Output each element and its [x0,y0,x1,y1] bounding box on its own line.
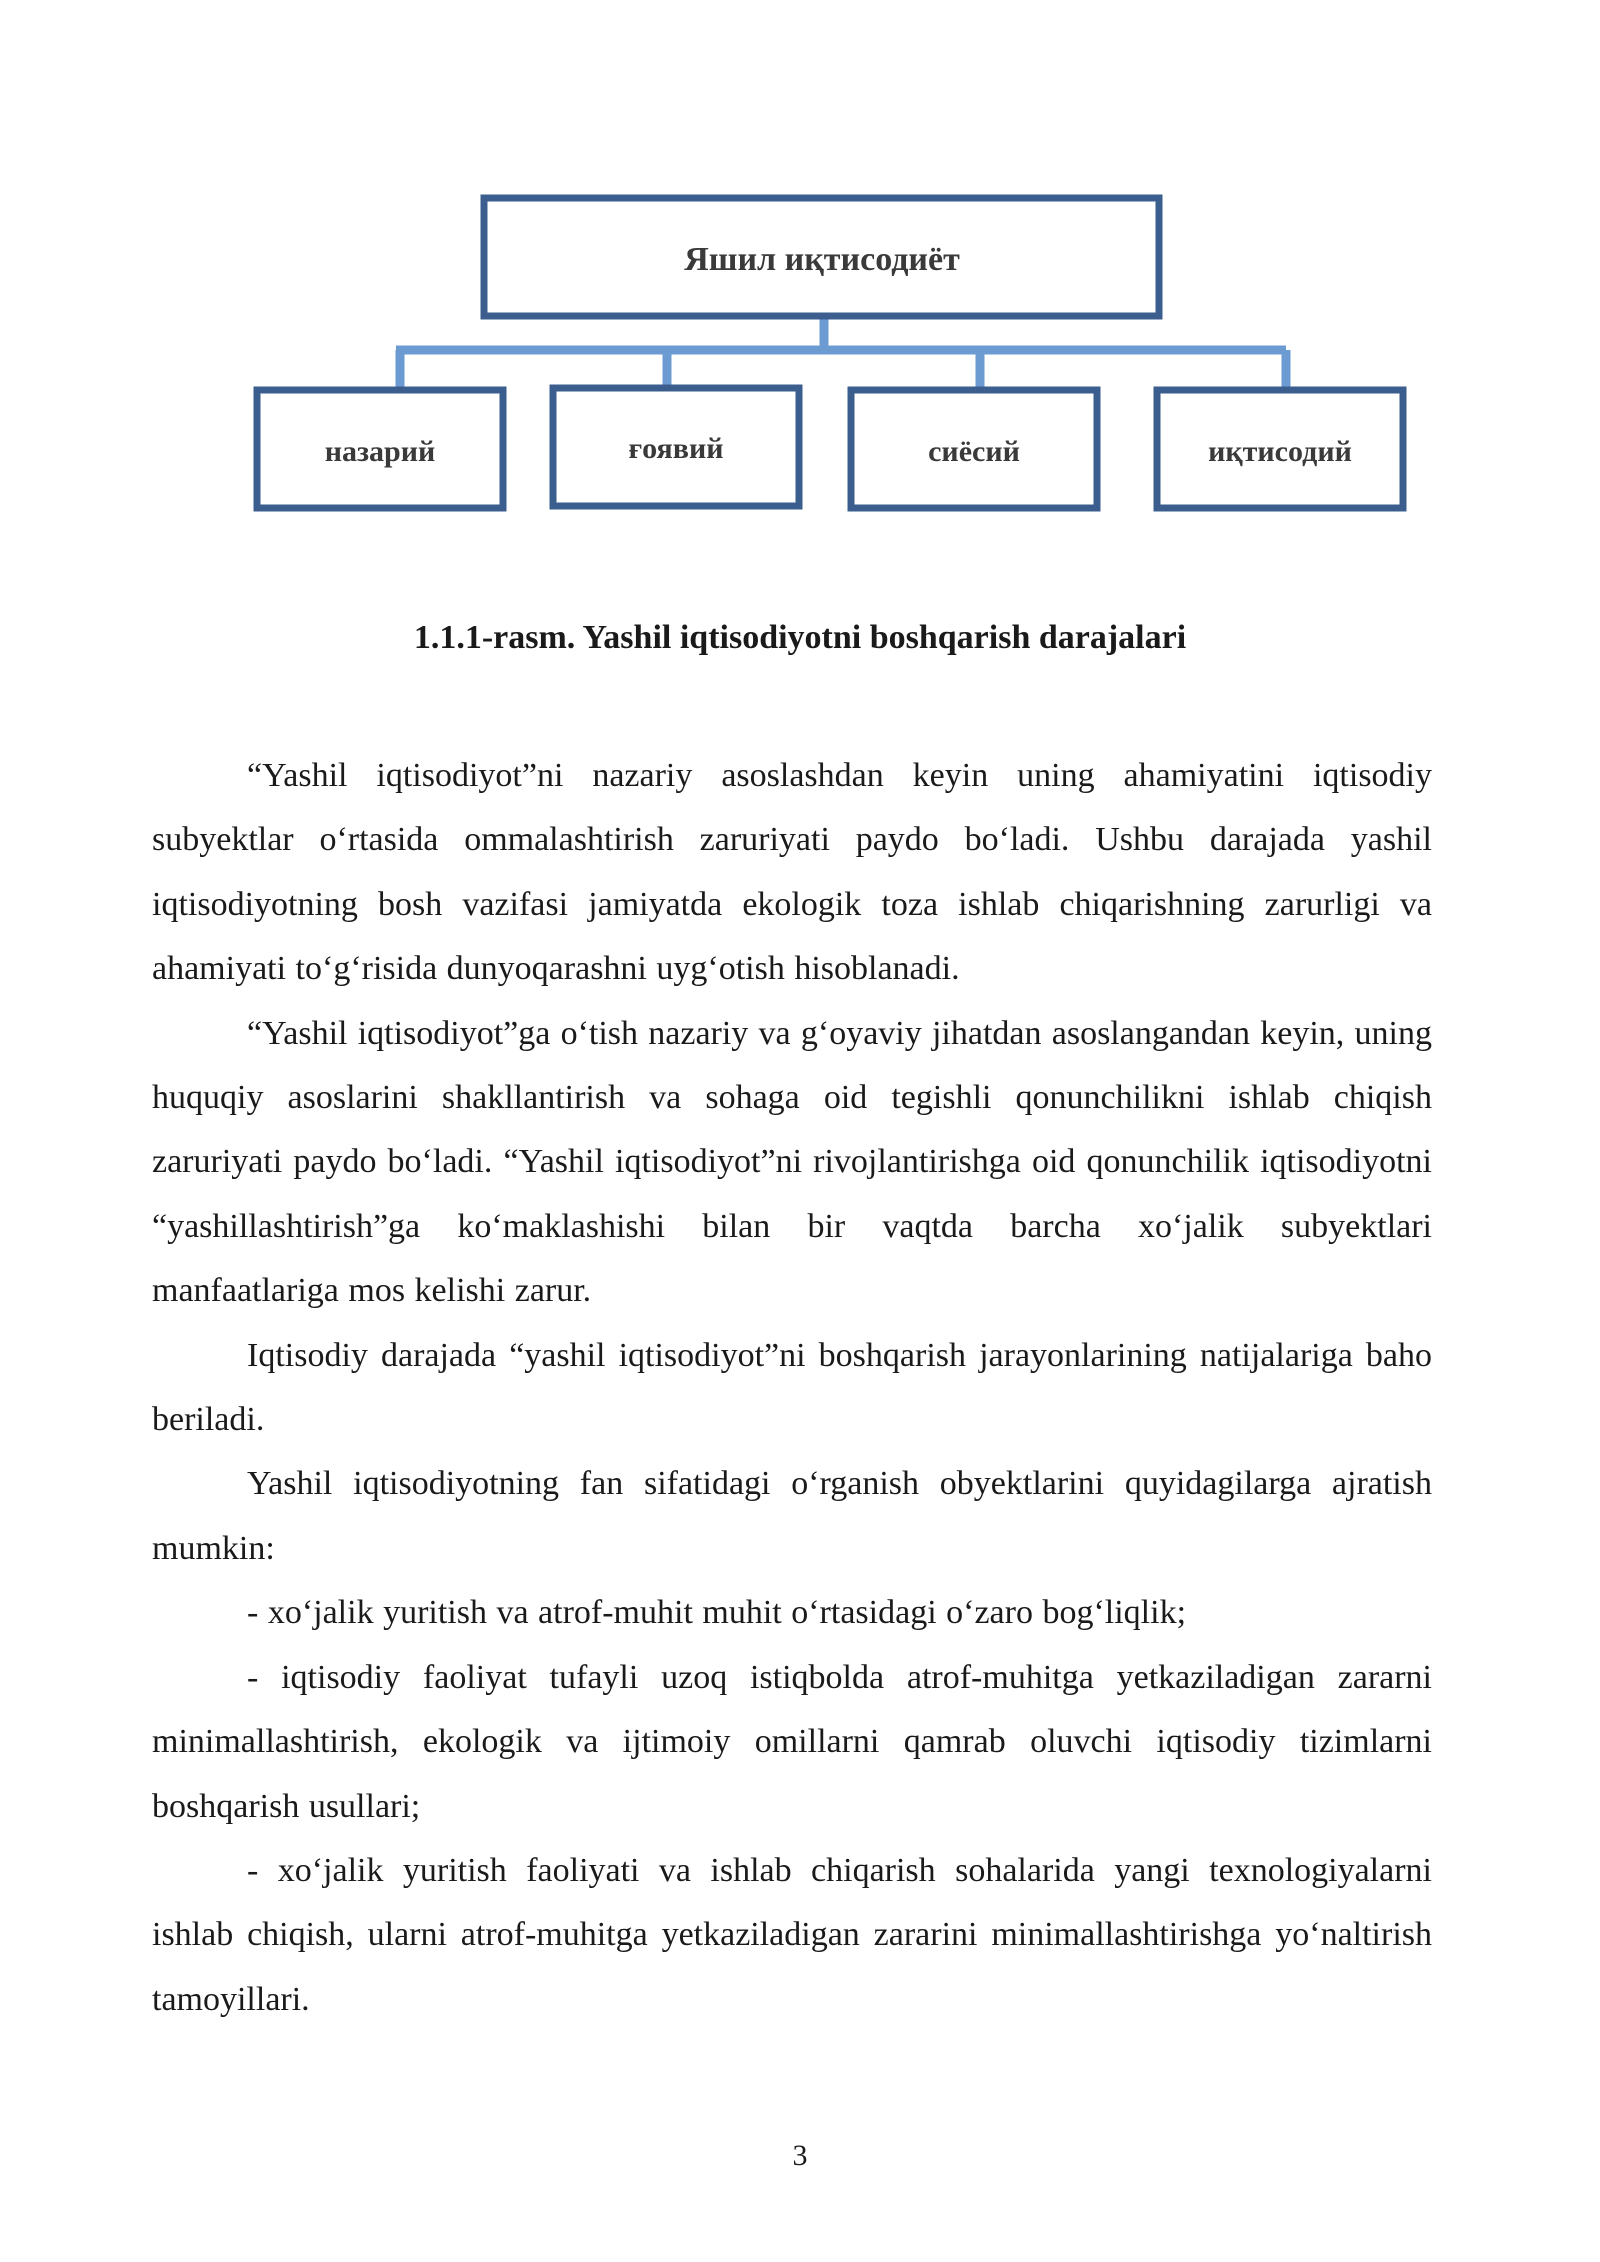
diagram-child-label-3: сиёсий [928,435,1020,468]
paragraph: Yashil iqtisodiyotning fan sifatidagi o‘rganish obyektlarini quyidagilarga ajratish mumkin: [152,1465,1432,1567]
paragraph: “Yashil iqtisodiyot”ni nazariy asoslashdan keyin uning ahamiyatini iqtisodiy subyektlar o‘rtasida ommalashtirish zaruriyati paydo bo‘ladi. Ushbu darajada yashil iqtisodiyotning bosh vazifasi jamiyatda ekologik toza ishlab chiqarishning zarurligi va ahamiyati to‘g‘risida dunyoqarashni uyg‘otish hisoblanadi. [152,757,1432,988]
diagram-child-label-4: иқтисодий [1208,435,1352,468]
list-item: - iqtisodiy faoliyat tufayli uzoq istiqbolda atrof-muhitga yetkaziladigan zararni minimallashtirish, ekologik va ijtimoiy omillarni qamrab oluvchi iqtisodiy tizimlarni boshqarish usullari; [152,1658,1432,1825]
hierarchy-diagram [0,0,1600,560]
diagram-child-label-2: ғоявий [628,432,724,465]
list-item: - xo‘jalik yuritish faoliyati va ishlab chiqarish sohalarida yangi texnologiyalarni ishlab chiqish, ularni atrof-muhitga yetkaziladigan zararini minimallashtirishga yo‘naltirish tamoyillari. [152,1851,1432,2018]
diagram-connectors [396,316,1286,389]
diagram-root-label: Яшил иқтисодиёт [684,241,960,278]
page-number: 3 [792,2139,808,2172]
list-item: - xo‘jalik yuritish va atrof-muhit muhit o‘rtasidagi o‘zaro bog‘liqlik; [247,1594,1187,1632]
diagram-child-label-1: назарий [324,435,436,468]
paragraph: Iqtisodiy darajada “yashil iqtisodiyot”ni boshqarish jarayonlarining natijalariga baho beriladi. [152,1336,1432,1439]
figure-caption: 1.1.1-rasm. Yashil iqtisodiyotni boshqarish darajalari [413,619,1187,656]
paragraph: “Yashil iqtisodiyot”ga o‘tish nazariy va g‘oyaviy jihatdan asoslangandan keyin, uning huquqiy asoslarini shakllantirish va sohaga oid tegishli qonunchilikni ishlab chiqish zaruriyati paydo bo‘ladi. “Yashil iqtisodiyot”ni rivojlantirishga oid qonunchilik iqtisodiyotni “yashillashtirish”ga ko‘maklashishi bilan bir vaqtda barcha xo‘jalik subyektlari manfaatlariga mos kelishi zarur. [152,1014,1432,1310]
body-text [152,744,1432,2032]
